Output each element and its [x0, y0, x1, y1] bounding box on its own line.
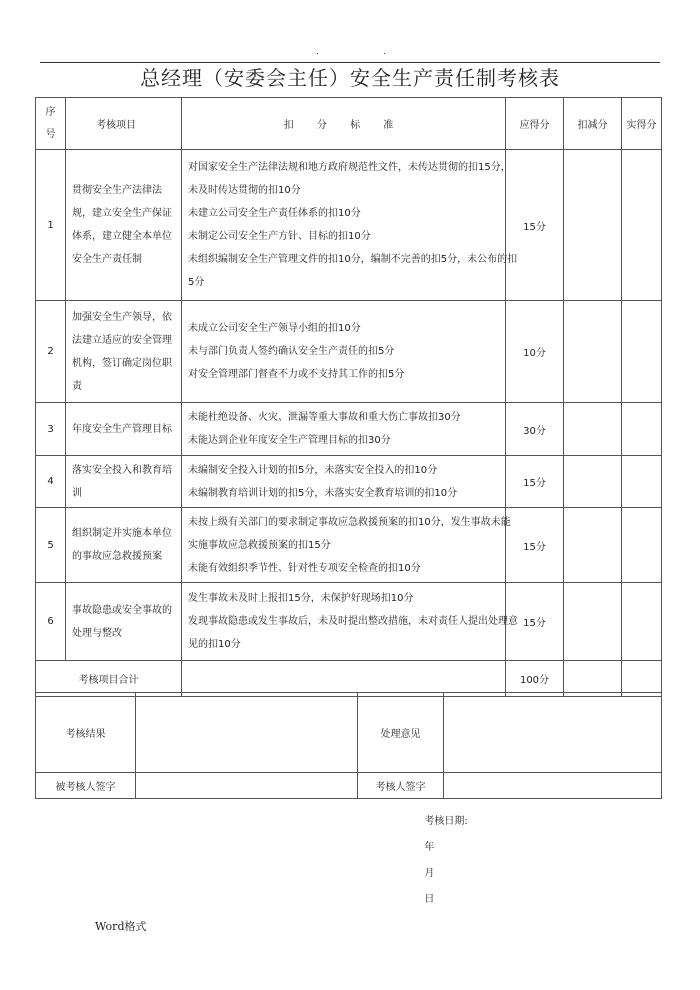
- header-no: 序号: [36, 98, 66, 150]
- header-due-score: 应得分: [506, 98, 564, 150]
- criteria-line: 未编制教育培训计划的扣5分，未落实安全教育培训的扣10分: [188, 487, 458, 499]
- header-criteria: 扣 分 标 准: [182, 98, 506, 150]
- row-deduct-cell[interactable]: [564, 301, 622, 403]
- row-item: 贯彻安全生产法律法规，建立安全生产保证体系，建立健全本单位安全生产责任制: [66, 150, 182, 301]
- criteria-line: 发现事故隐患或发生事故后，未及时提出整改措施，未对责任人提出处理意: [188, 616, 518, 627]
- table-header-row: [36, 98, 662, 150]
- criteria-line: 未按上级有关部门的要求制定事故应急救援预案的扣10分，发生事故未能: [188, 516, 511, 528]
- criteria-line: 见的扣10分: [188, 639, 241, 650]
- total-score: 100分: [506, 661, 564, 697]
- criteria-line: 发生事故未及时上报扣15分，未保护好现场扣10分: [188, 593, 414, 604]
- table-row: [36, 456, 662, 508]
- criteria-line: 实施事故应急救援预案的扣15分: [188, 539, 331, 551]
- table-row: [36, 583, 662, 661]
- header-dot-right: .: [383, 47, 386, 57]
- criteria-line: 未建立公司安全生产责任体系的扣10分: [188, 208, 361, 219]
- examinee-signature-label: 被考核人签字: [36, 773, 136, 799]
- table-row: [36, 150, 662, 301]
- row-actual-cell[interactable]: [622, 583, 662, 661]
- opinion-field[interactable]: [444, 693, 662, 773]
- row-no: 1: [36, 150, 66, 301]
- row-item: 年度安全生产管理目标: [66, 403, 182, 456]
- examiner-signature-field[interactable]: [444, 773, 662, 799]
- criteria-line: 对国家安全生产法律法规和地方政府规范性文件，未传达贯彻的扣15分，: [188, 162, 511, 173]
- row-score: 15分: [506, 150, 564, 301]
- header-item: 考核项目: [66, 98, 182, 150]
- criteria-line: 未编制安全投入计划的扣5分，未落实安全投入的扣10分: [188, 464, 438, 476]
- criteria-line: 未能达到企业年度安全生产管理目标的扣30分: [188, 435, 391, 446]
- header-dots: [0, 48, 700, 56]
- row-criteria: [182, 583, 518, 661]
- row-item: 事故隐患或安全事故的处理与整改: [66, 583, 182, 661]
- total-label: 考核项目合计: [36, 661, 182, 697]
- signature-table: [35, 692, 662, 799]
- opinion-label: 处理意见: [358, 693, 444, 773]
- examiner-signature-label: 考核人签字: [358, 773, 444, 799]
- criteria-line: 未制定公司安全生产方针、目标的扣10分: [188, 231, 371, 242]
- row-item: 加强安全生产领导，依法建立适应的安全管理机构，签订确定岗位职责: [66, 301, 182, 403]
- row-deduct-cell[interactable]: [564, 403, 622, 456]
- row-score: 15分: [506, 456, 564, 508]
- criteria-line: 5分: [188, 277, 205, 288]
- row-deduct-cell[interactable]: [564, 583, 622, 661]
- row-criteria: [182, 456, 506, 508]
- header-rule: [40, 62, 660, 63]
- criteria-line: 未与部门负责人签约确认安全生产责任的扣5分: [188, 346, 395, 357]
- criteria-line: 未成立公司安全生产领导小组的扣10分: [188, 323, 361, 334]
- date-month: 月: [424, 868, 435, 879]
- row-no: 5: [36, 508, 66, 583]
- date-year: 年: [424, 842, 435, 853]
- criteria-line: 未及时传达贯彻的扣10分: [188, 185, 301, 196]
- header-dot-left: .: [316, 47, 319, 57]
- footer-format-label: Word格式: [95, 920, 147, 933]
- row-score: 15分: [506, 583, 564, 661]
- row-no: 6: [36, 583, 66, 661]
- criteria-line: 对安全管理部门督查不力或不支持其工作的扣5分: [188, 369, 405, 380]
- row-score: 10分: [506, 301, 564, 403]
- criteria-line: 未组织编制安全生产管理文件的扣10分，编制不完善的扣5分，未公布的扣: [188, 254, 518, 265]
- date-day: 日: [424, 894, 435, 905]
- row-actual-cell[interactable]: [622, 456, 662, 508]
- result-field[interactable]: [136, 693, 358, 773]
- row-score: 15分: [506, 508, 564, 583]
- criteria-line: 未能杜绝设备、火灾、泄漏等重大事故和重大伤亡事故扣30分: [188, 412, 461, 423]
- row-deduct-cell[interactable]: [564, 456, 622, 508]
- assessment-date: [418, 801, 468, 905]
- assessment-table: [35, 97, 662, 697]
- row-actual-cell[interactable]: [622, 508, 662, 583]
- row-actual-cell[interactable]: [622, 403, 662, 456]
- row-item: 组织制定并实施本单位的事故应急救援预案: [66, 508, 182, 583]
- criteria-line: 未能有效组织季节性、针对性专项安全检查的扣10分: [188, 562, 421, 574]
- row-actual-cell[interactable]: [622, 150, 662, 301]
- table-row: [36, 301, 662, 403]
- row-score: 30分: [506, 403, 564, 456]
- result-label: 考核结果: [36, 693, 136, 773]
- row-actual-cell[interactable]: [622, 301, 662, 403]
- examinee-signature-field[interactable]: [136, 773, 358, 799]
- result-row: [36, 693, 662, 773]
- table-row: [36, 403, 662, 456]
- date-label: 考核日期:: [424, 816, 468, 827]
- table-row: [36, 508, 662, 583]
- row-criteria: [182, 508, 511, 583]
- row-deduct-cell[interactable]: [564, 508, 622, 583]
- row-no: 4: [36, 456, 66, 508]
- row-no: 2: [36, 301, 66, 403]
- signature-row: [36, 773, 662, 799]
- row-no: 3: [36, 403, 66, 456]
- row-criteria: [182, 150, 518, 301]
- row-deduct-cell[interactable]: [564, 150, 622, 301]
- row-criteria: [182, 403, 506, 456]
- row-criteria: [182, 301, 506, 403]
- page-title: 总经理（安委会主任）安全生产责任制考核表: [140, 66, 560, 90]
- row-item: 落实安全投入和教育培训: [66, 456, 182, 508]
- header-actual-score: 实得分: [622, 98, 662, 150]
- header-deduct-score: 扣减分: [564, 98, 622, 150]
